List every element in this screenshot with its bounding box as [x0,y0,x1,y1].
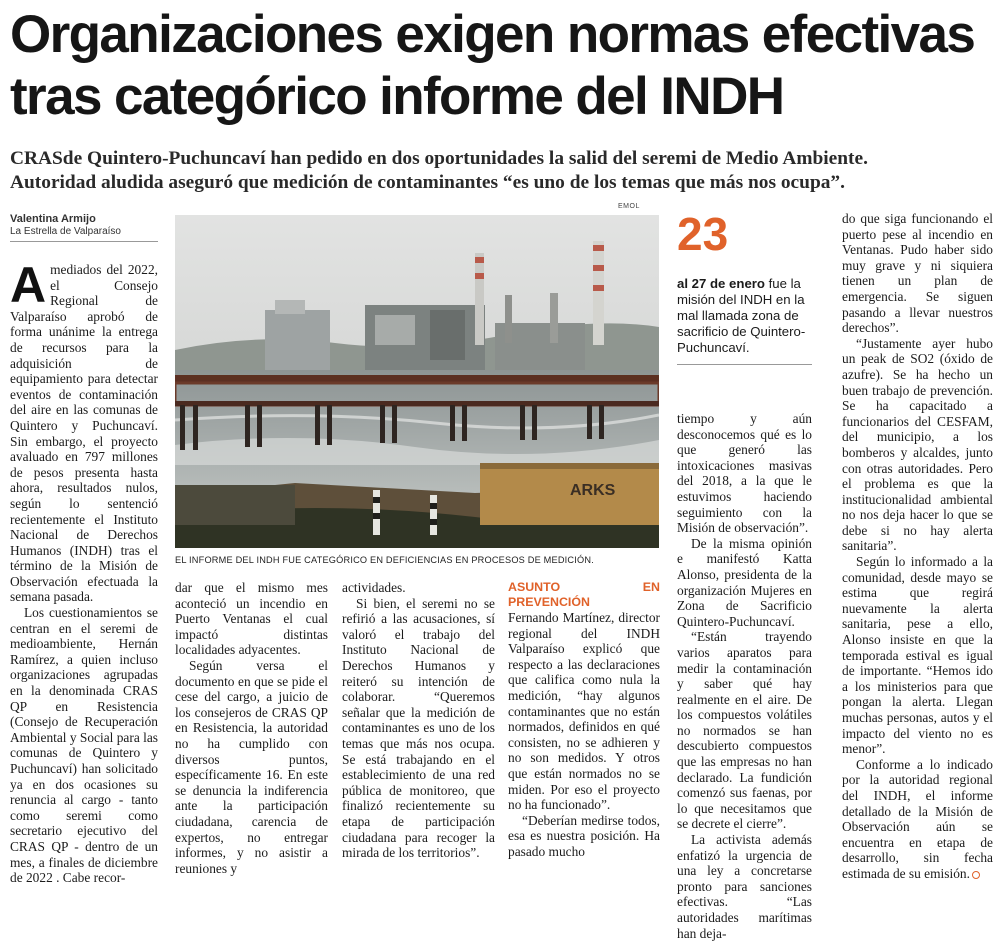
article-column-6 [842,211,993,882]
drop-cap: A [10,257,47,313]
paragraph: dar que el mismo mes aconteció un incendio en Puerto Ventanas el cual impactó distintas localidades adyacentes. [175,580,328,658]
lead-paragraph [10,257,158,605]
dek [10,147,995,195]
industrial-port-photo [175,215,659,548]
fact-box [677,276,812,356]
photo-credit: EMOL [618,203,640,210]
fact-text: fue la misión del INDH en la mal llamada zona de sacrificio de Quintero-Puchuncaví. [677,276,806,355]
dek-line-1: CRASde Quintero-Puchuncaví han pedido en dos oportunidades la salid del seremi de Medio Ambiente. [10,148,868,169]
end-mark-icon [972,871,980,879]
paragraph-text: mediados del 2022, el Consejo Regional de Valparaíso aprobó de forma unánime la entrega de recursos para la adquisición de equipamiento para detectar eventos de contaminación del aire en las comunas de Quintero y Puchuncaví. Sin embargo, el proyecto avaluado en 797 millones de pesos presenta hasta ahora, resultados nulos, según lo sentenció recientemente el Instituto Nacional de Derechos Humanos (INDH) tras el término de la Misión de Observación efectuada la semana pasada. [10,262,158,605]
paragraph: De la misma opinión e manifestó Katta Alonso, presidenta de la organización Mujeres en Zona de Sacrificio Quintero-Puchuncaví. [677,535,812,629]
author-outlet: La Estrella de Valparaíso [10,226,121,237]
byline [10,213,160,238]
byline-rule [10,241,158,242]
paragraph: do que siga funcionando el puerto pese al incendio en Ventanas. Pudo haber sido muy grave y ni siquiera tienen un plan de emergencia. Se siguen pasando a llevar nuestros derechos”. [842,211,993,336]
headline-line-1: Organizaciones exigen normas efectivas [10,5,975,64]
section-subhead: ASUNTO EN PREVENCIÓN [508,580,660,609]
article-column-2 [175,580,328,876]
paragraph: actividades. [342,580,406,595]
article-column-4 [508,580,660,860]
paragraph: “Justamente ayer hubo un peak de SO2 (óxido de azufre). Se ha hecho un buen trabajo de prevención. Se ha capacitado a funcionarios del CESFAM, del municipio, a los bomberos y alcaldes, junto con otras autoridades. Pero el problema es que la institucionalidad ambiental no nos deja hacer lo que se debe si no hay alerta sanitaria”. [842,335,993,554]
paragraph: Fernando Martínez, director regional del INDH Valparaíso explicó que respecto a las declaraciones que califica como nula la medición, “hay algunos contaminantes que no están normados, definidos en qué consisten, no se adhieren y no son medidos. Y otros que están normados no se miden. Por eso el proyecto no ha funcionado”. [508,610,660,813]
fact-lead: al 27 de enero [677,276,765,291]
fact-number: 23 [677,208,729,260]
headline [10,4,995,128]
paragraph: tiempo y aún desconocemos qué es lo que generó las intoxicaciones masivas del 2018, a la que le estuvimos haciendo seguimiento con la Misión de observación”. [677,411,812,536]
paragraph: “Deberían medirse todos, esa es nuestra posición. Ha pasado mucho [508,812,660,859]
article-column-3 [342,580,495,861]
dek-line-2: Autoridad aludida aseguró que medición de contaminantes “es uno de los temas que más nos ocupa”. [10,172,845,193]
paragraph: Si bien, el seremi no se refirió a las acusaciones, sí valoró el trabajo del Instituto Nacional de Derechos Humanos y reiteró su intención de colaborar. “Queremos señalar que la medición de contaminantes es uno de los temas que más nos ocupa. Se está trabajando en el establecimiento de una red pública de monitoreo, que finalizó recientemente su etapa de participación ciudadana para recoger la mirada de los territorios”. [342,595,495,861]
paragraph-text: Conforme a lo indicado por la autoridad regional del INDH, el informe detallado de la Misión de Observación aún se encuentra en etapa de desarrollo, sin fecha estimada de su emisión. [842,756,993,881]
headline-line-2: tras categórico informe del INDH [10,67,784,126]
author-name: Valentina Armijo [10,213,96,225]
article-column-1 [10,257,158,886]
paragraph: Los cuestionamientos se centran en el seremi de medioambiente, Hernán Ramírez, a quien incluso organizaciones agrupadas en la denominada CRAS QP en Resistencia (Consejo de Recuperación Ambiental y Social para las comunas de Quintero y Puchuncaví) han solicitado ya en dos ocasiones su renuncia al cargo - tanto como seremi como secretario ejecutivo del CRAS QP - dentro de un mes, a finales de diciembre de 2022 . Cabe recor- [10,605,158,886]
paragraph: Según versa el documento en que se pide el cese del cargo, a juicio de los consejeros de CRAS QP en Resistencia, la autoridad no ha cumplido con diversos puntos, específicamente 16. En este se denuncia la indiferencia ante la participación ciudadana, carencia de expertos, no entregar informes, y no asistir a reuniones y [175,657,328,876]
photo-caption: EL INFORME DEL INDH FUE CATEGÓRICO EN DEFICIENCIAS EN PROCESOS DE MEDICIÓN. [175,555,594,565]
fact-box-rule [677,364,812,365]
graffiti-text: ARKS [570,482,616,499]
paragraph: Según lo informado a la comunidad, desde mayo se estima que regirá nuevamente la alerta sanitaria, pese a ello, Alonso insiste en que la temporada estival es igual de importante. “Hemos ido a los ministerios para que pongan la alerta. Llegan muchas personas, autos y el impacto del viento no es menor”. [842,554,993,757]
paragraph: La activista además enfatizó la urgencia de una ley a concretarse pronto para sanciones efectivas. “Las autoridades marítimas han deja- [677,832,812,941]
article-photo [175,215,659,548]
paragraph: “Están trayendo varios aparatos para medir la contaminación y saber qué hay realmente en el aire. De los compuestos volátiles no normados se han descubierto compuestos que las empresas no han declarado. La fundición comenzó sus faenas, por lo que necesitamos que se decrete el cierre”. [677,629,812,832]
closing-paragraph [842,757,993,882]
